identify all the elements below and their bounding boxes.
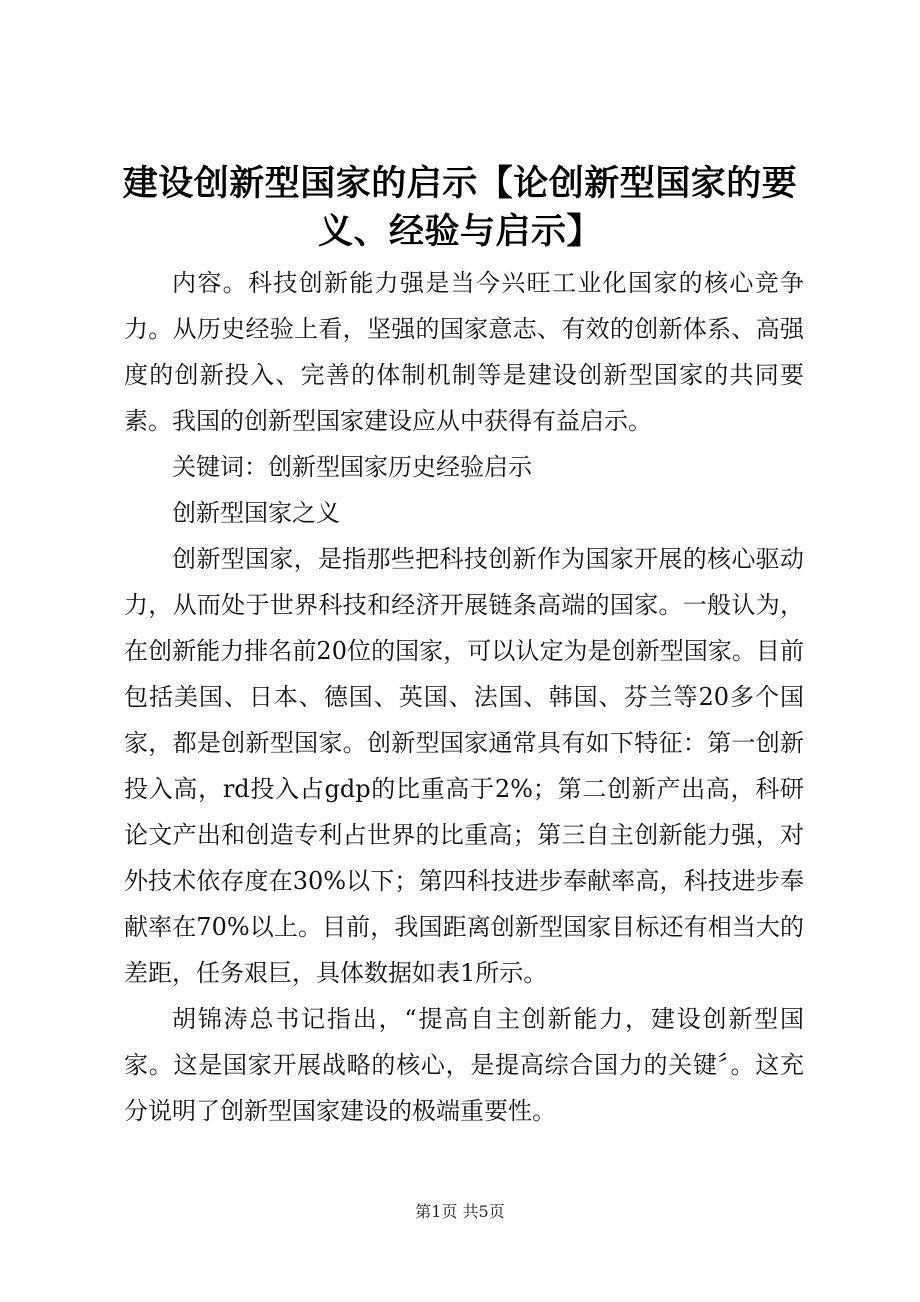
page-number-footer: 第1页 共5页 — [415, 1202, 505, 1221]
document-body — [124, 260, 804, 1134]
paragraph-quote: 胡锦涛总书记指出，“提高自主创新能力，建设创新型国家。这是国家开展战略的核心，是提高综合国力的关键〞。这充分说明了创新型国家建设的极端重要性。 — [124, 1005, 804, 1125]
section-heading: 创新型国家之义 — [172, 499, 340, 527]
paragraph-definition: 创新型国家，是指那些把科技创新作为国家开展的核心驱动力，从而处于世界科技和经济开展链条高端的国家。一般认为，在创新能力排名前20位的国家，可以认定为是创新型国家。目前包括美国、日本、德国、英国、法国、韩国、芬兰等20多个国家，都是创新型国家。创新型国家通常具有如下特征：第一创新投入高，rd投入占gdp的比重高于2%；第二创新产出高，科研论文产出和创造专利占世界的比重高；第三自主创新能力强，对外技术依存度在30%以下；第四科技进步奉献率高，科技进步奉献率在70%以上。目前，我国距离创新型国家目标还有相当大的差距，任务艰巨，具体数据如表1所示。 — [124, 545, 804, 987]
paragraph-keywords: 关键词：创新型国家历史经验启示 — [172, 453, 532, 481]
paragraph-abstract: 内容。科技创新能力强是当今兴旺工业化国家的核心竞争力。从历史经验上看，坚强的国家意志、有效的创新体系、高强度的创新投入、完善的体制机制等是建设创新型国家的共同要素。我国的创新型国家建设应从中获得有益启示。 — [124, 269, 804, 435]
document-title: 建设创新型国家的启示【论创新型国家的要义、经验与启示】 — [122, 163, 798, 252]
